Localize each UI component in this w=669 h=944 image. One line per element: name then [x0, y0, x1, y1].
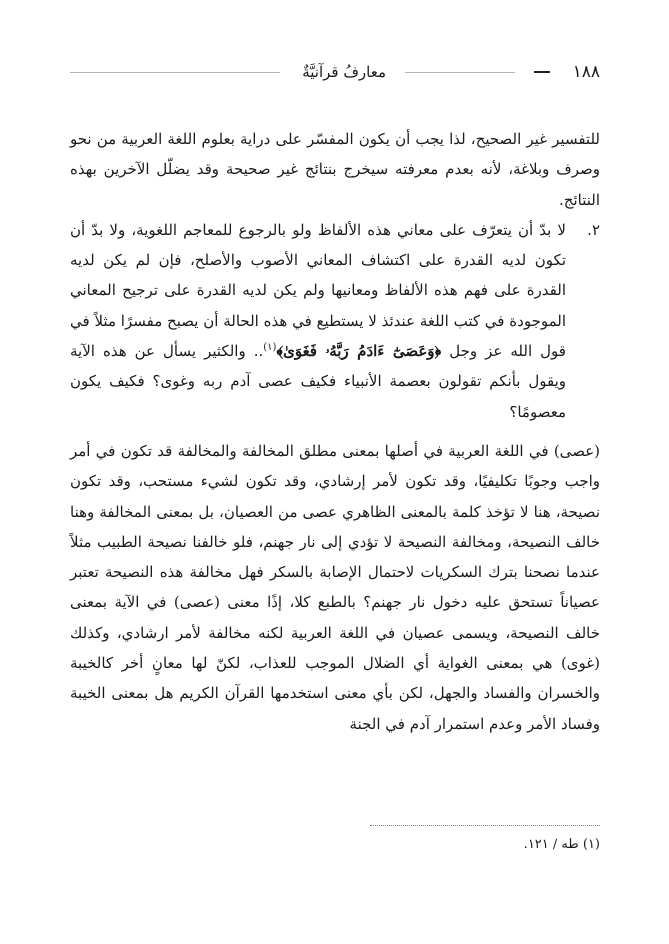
item-number: ٢. [587, 220, 600, 239]
page-number: ١٨٨ [572, 62, 600, 82]
footnote-separator [370, 825, 600, 826]
paragraph-1: للتفسير غير الصحيح، لذا يجب أن يكون المفسّر على دراية بعلوم اللغة العربية من نحو وصرف وبلاغة، لأنه بعدم معرفته سيخرج بنتائج غير صحيحة وقد يضلّل الآخرين بهذه النتائج. [70, 130, 600, 209]
item-text-before-verse: لا بدّ أن يتعرّف على معاني هذه الألفاظ ولو بالرجوع للمعاجم اللغوية، ولا بدّ أن تكون لديه القدرة على اكتشاف المعاني الأصوب والأصلح، فإن لم يكن لديه القدرة على فهم هذه الألفاظ ومعانيها ولم يكن لديه القدرة على ترجيح المعاني الموجودة في كتب اللغة عندئذ لا يستطيع في هذه الحالة أن يصبح مفسرًا مثلاً في قول الله عز وجل [70, 220, 566, 361]
page-header [70, 60, 600, 84]
header-dash [534, 71, 550, 73]
header-rule-right [405, 72, 515, 73]
paragraph-3: (عصى) في اللغة العربية في أصلها بمعنى مطلق المخالفة والمخالفة قد تكون في أمر واجب وجوبًا تكليفيًا، وقد تكون لأمر إرشادي، وقد تكون لشيء مستحب، وقد تكون نصيحة، هنا لا تؤخذ كلمة بالمعنى الظاهري عصى من العصيان، بل بمعنى المخالفة وهنا خالف النصيحة، ومخالفة النصيحة لا تؤدي إلى نار جهنم، فلو خالفنا نصيحة الطبيب مثلاً عندما نصحنا بترك السكريات لاحتمال الإصابة بالسكر فهل مخالفة هذه النصيحة تعتبر عصياناً تستحق عليه دخول نار جهنم؟ بالطبع كلا، إذًا معنى (عصى) في الآية بمعنى خالف النصيحة، ويسمى عصيان في اللغة العربية لكنه مخالفة لأمر ارشادي، وكذلك (غوى) هي بمعنى الغواية أي الضلال الموجب للعذاب، لكنّ لها معانٍ أخر كالخيبة والخسران والفساد والجهل، لكن بأي معنى استخدمها القرآن الكريم هل بمعنى الخيبة وفساد الأمر وعدم استمرار آدم في الجنة [70, 441, 600, 733]
header-rule-left [70, 72, 280, 73]
footnote: (١) طه / ١٢١. [523, 837, 600, 852]
body-text [70, 124, 600, 739]
footnote-reference[interactable]: (١) [263, 342, 277, 354]
numbered-item-2 [70, 215, 600, 427]
quran-verse: ﴿وَعَصَىٰٓ ءَادَمُ رَبَّهُۥ فَغَوَىٰ﴾ [276, 342, 442, 361]
running-title: معارفُ قرآنيَّةٌ [302, 63, 386, 81]
item-text-after-verse: .. والكثير يسأل عن هذه الآية ويقول بأنكم تقولون بعصمة الأنبياء فكيف عصى آدم ربه وغوى؟ فكيف يكون معصومًا؟ [70, 342, 566, 421]
